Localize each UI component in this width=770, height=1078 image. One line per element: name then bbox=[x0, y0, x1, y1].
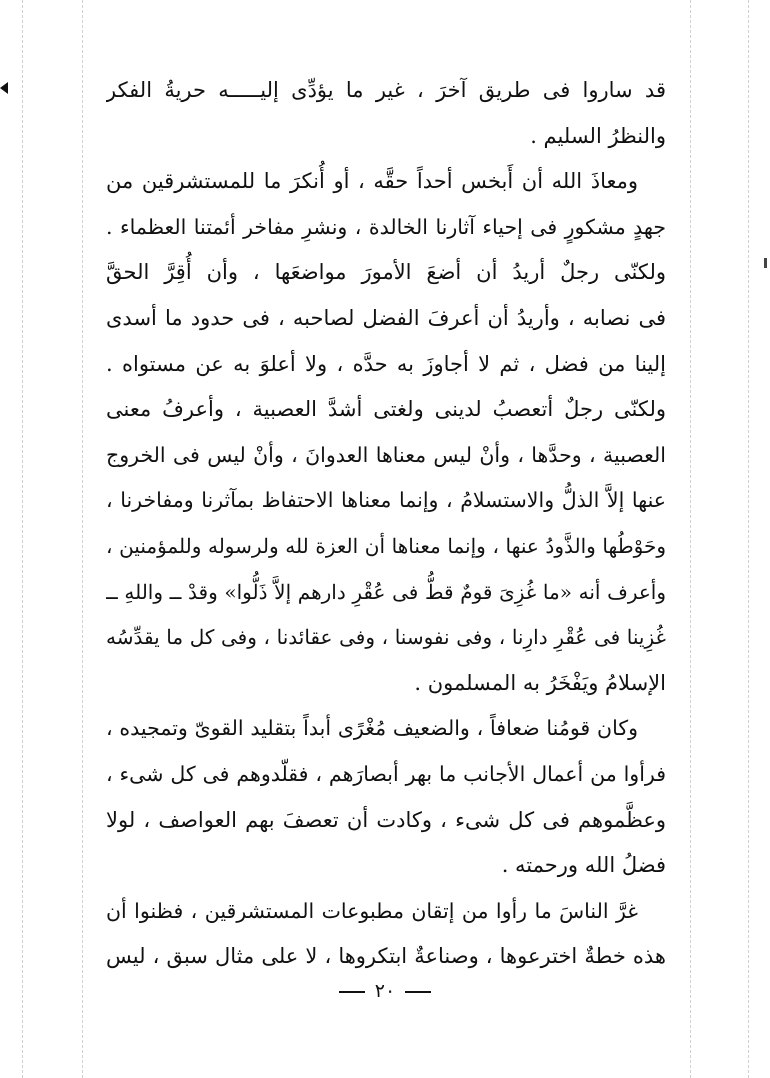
text-line: وكان قومُنا ضعافاً ، والضعيف مُغْرًى أبداً بتقليد القوىّ وتمجيده ، bbox=[106, 716, 638, 741]
scan-guide-line bbox=[22, 0, 23, 1078]
scan-edge-mark bbox=[0, 82, 8, 94]
text-line: ومعاذَ الله أن أَبخس أحداً حقَّه ، أو أُنكرَ ما للمستشرقين من bbox=[106, 169, 638, 194]
text-line: قد ساروا فى طريق آخرَ ، غير ما يؤدِّى إليـــــه حريةُ الفكر bbox=[106, 78, 666, 102]
text-line: هذه خطةٌ اخترعوها ، وصناعةٌ ابتكروها ، لا على مثال سبق ، ليس bbox=[106, 944, 666, 969]
scan-guide-line bbox=[748, 0, 749, 1078]
page-number-dash bbox=[405, 991, 431, 993]
page-number-value: ٢٠ bbox=[374, 980, 396, 1002]
scan-guide-line bbox=[82, 0, 83, 1078]
text-line: فرأوا من أعمال الأجانب ما بهر أبصارَهم ، فقلّدوهم فى كل شىء ، bbox=[106, 761, 666, 786]
text-line: والنظرُ السليم . bbox=[530, 123, 666, 148]
text-line: جهدٍ مشكورٍ فى إحياء آثارنا الخالدة ، ونشرِ مفاخر أئمتنا العظماء . bbox=[106, 214, 666, 239]
text-line: وحَوْطُها والذَّودُ عنها ، وإنما معناها أن العزة لله ولرسوله وللمؤمنين ، bbox=[106, 533, 666, 558]
text-line: غرَّ الناسَ ما رأوا من إتقان مطبوعات المستشرقين ، فظنوا أن bbox=[106, 898, 638, 923]
text-line: وعظَّموهم فى كل شىء ، وكادت أن تعصفَ بهم العواصف ، لولا bbox=[106, 807, 666, 832]
text-line: فضلُ الله ورحمته . bbox=[501, 853, 666, 878]
text-line: إلينا من فضل ، ثم لا أجاوزَ به حدَّه ، ولا أعلوَ به عن مستواه . bbox=[106, 351, 666, 376]
text-line: وأعرف أنه «ما غُزِىَ قومٌ قطُّ فى عُقْرِ دارهم إلاَّ ذَلُّوا» وقدْ ــ واللهِ ــ bbox=[106, 579, 666, 604]
text-line: العصبية ، وحدَّها ، وأنْ ليس معناها العدوانَ ، وأنْ ليس فى الخروج bbox=[106, 442, 666, 467]
text-line: ولكنّى رجلٌ أريدُ أن أضعَ الأمورَ مواضعَها ، وأن أُقِرَّ الحقَّ bbox=[106, 260, 666, 285]
text-line: فى نصابه ، وأريدُ أن أعرفَ الفضل لصاحبه ، فى حدود ما أسدى bbox=[106, 305, 666, 330]
page-number bbox=[0, 980, 770, 1002]
text-line: الإسلامُ ويَفْخَرُ به المسلمون . bbox=[414, 670, 666, 695]
scan-guide-line bbox=[690, 0, 691, 1078]
body-text bbox=[106, 68, 666, 980]
text-line: ولكنّى رجلٌ أتعصبُ لدينى ولغتى أشدَّ العصبية ، وأعرفُ معنى bbox=[106, 397, 666, 422]
text-line: غُزِينا فى عُقْرِ دارِنا ، وفى نفوسنا ، وفى عقائدنا ، وفى كل ما يقدِّسُه bbox=[106, 625, 666, 650]
page-number-dash bbox=[339, 991, 365, 993]
scan-edge-mark bbox=[764, 258, 767, 268]
text-line: عنها إلاَّ الذلُّ والاستسلامُ ، وإنما معناها الاحتفاظ بمآثرنا ومفاخرنا ، bbox=[106, 488, 666, 513]
